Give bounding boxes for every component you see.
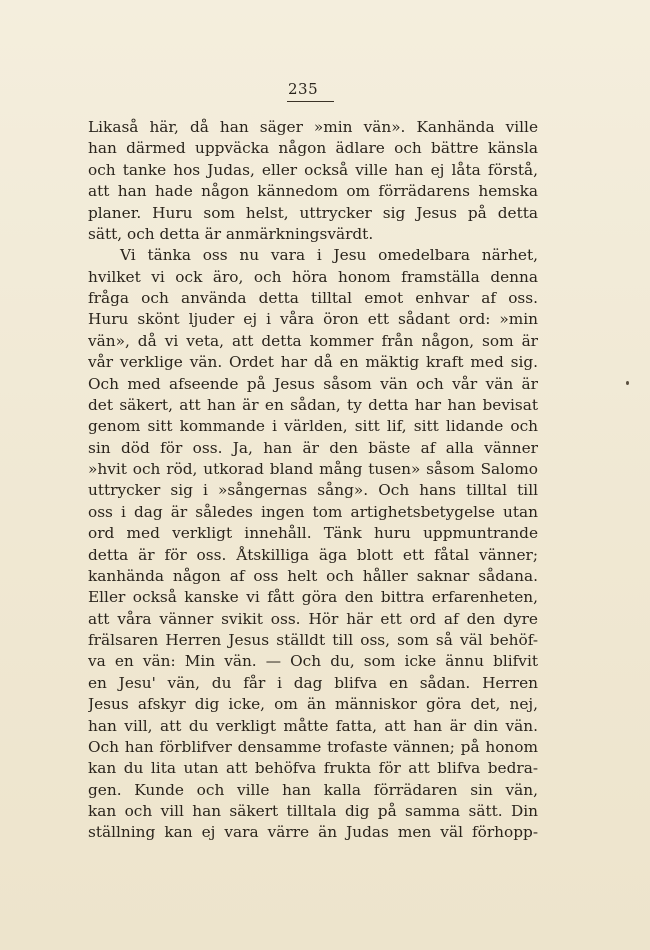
text-line: »hvit och röd, utkorad bland mång tusen» såsom Salomo (88, 460, 538, 478)
text-line: sin död för oss. Ja, han är den bäste af alla vänner (88, 438, 538, 457)
text-line: Huru skönt ljuder ej i våra öron ett sådant ord: »min (88, 310, 538, 329)
text-line: gen. Kunde och ville han kalla förrädaren sin vän, (88, 780, 538, 799)
text-line: Och med afseende på Jesus såsom vän och vår vän är (88, 374, 538, 393)
text-line: ställning kan ej vara värre än Judas men väl förhopp- (88, 823, 538, 842)
text-line: och tanke hos Judas, eller också ville han ej låta förstå, (88, 160, 538, 179)
text-line: oss i dag är således ingen tom artighetsbetygelse utan (88, 502, 538, 521)
text-line: han vill, att du verkligt måtte fatta, att han är din vän. (88, 716, 538, 735)
text-line: vän», då vi veta, att detta kommer från någon, som är (88, 331, 538, 350)
text-line: Eller också kanske vi fått göra den bittra erfarenheten, (88, 588, 538, 607)
text-line: en Jesu' vän, du får i dag blifva en sådan. Herren (88, 673, 538, 692)
text-line: Likaså här, då han säger »min vän». Kanhända ville (88, 118, 538, 136)
page-number-rule (287, 101, 334, 102)
text-line: planer. Huru som helst, uttrycker sig Jesus på detta (88, 203, 538, 222)
text-line: kan du lita utan att behöfva frukta för att blifva bedra- (88, 759, 538, 778)
text-line: Jesus afskyr dig icke, om än människor göra det, nej, (88, 695, 538, 714)
text-line: det säkert, att han är en sådan, ty detta har han bevisat (88, 395, 538, 414)
text-line: kanhända någon af oss helt och håller saknar sådana. (88, 566, 538, 585)
body-text (88, 117, 538, 844)
text-line: att våra vänner svikit oss. Hör här ett ord af den dyre (88, 609, 538, 628)
text-line: att han hade någon kännedom om förrädarens hemska (88, 182, 538, 201)
page-number: 235 (288, 80, 319, 98)
text-line: genom sitt kommande i världen, sitt lif, sitt lidande och (88, 417, 538, 436)
text-line: kan och vill han säkert tilltala dig på samma sätt. Din (88, 802, 538, 820)
text-line: vår verklige vän. Ordet har då en mäktig kraft med sig. (88, 353, 538, 372)
margin-speck (626, 381, 629, 385)
text-line: va en vän: Min vän. — Och du, som icke ännu blifvit (88, 652, 538, 671)
text-line: uttrycker sig i »sångernas sång». Och hans tilltal till (88, 481, 538, 500)
text-line: Vi tänka oss nu vara i Jesu omedelbara närhet, (120, 246, 538, 265)
text-line: ord med verkligt innehåll. Tänk huru uppmuntrande (88, 524, 538, 543)
text-line: han därmed uppväcka någon ädlare och bättre känsla (88, 139, 538, 158)
text-line: Och han förblifver densamme trofaste vännen; på honom (88, 737, 538, 756)
text-line: fråga och använda detta tilltal emot enhvar af oss. (88, 289, 538, 307)
text-line: hvilket vi ock äro, och höra honom framställa denna (88, 267, 538, 286)
text-line: sätt, och detta är anmärkningsvärdt. (88, 224, 374, 243)
text-line: detta är för oss. Åtskilliga äga blott ett fåtal vänner; (88, 545, 538, 564)
text-line: frälsaren Herren Jesus ställdt till oss, som så väl behöf- (88, 631, 538, 649)
